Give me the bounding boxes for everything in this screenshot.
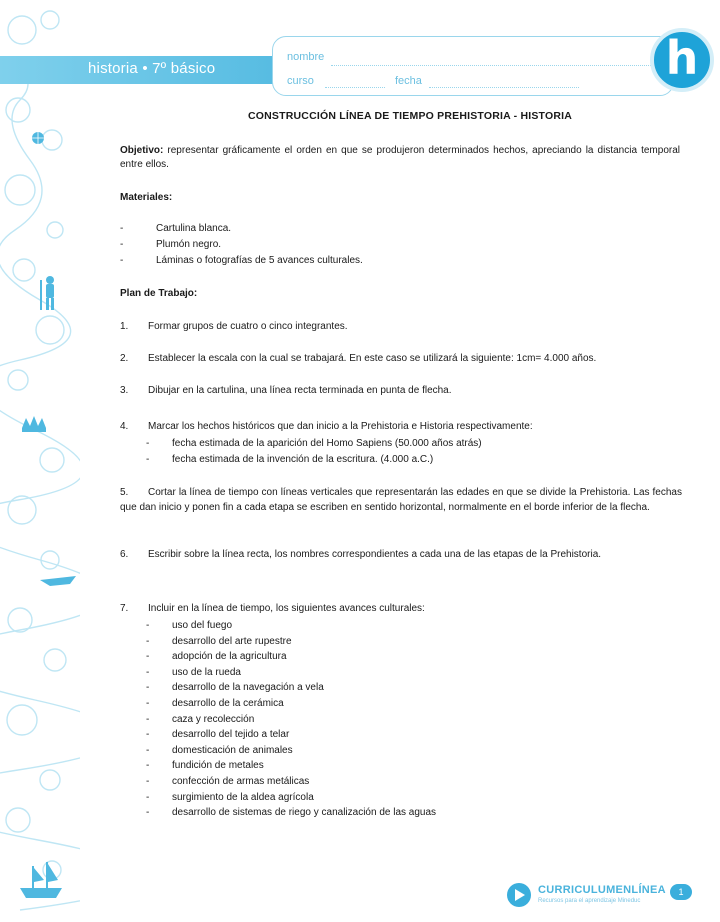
material-item: - Plumón negro. [120,239,222,250]
sublist-item: - confección de armas metálicas [146,775,310,787]
ship-icon [20,862,62,898]
fecha-label: fecha [395,75,422,87]
document-title: CONSTRUCCIÓN LÍNEA DE TIEMPO PREHISTORIA - HISTORIA [247,110,573,122]
nombre-label: nombre [287,51,325,63]
sublist-item: - fecha estimada de la invención de la escritura. (4.000 a.C.) [146,453,434,465]
objective-text: representar gráficamente el orden en que se produjeron determinados hechos, apreciando la distancia temporal entre ellos. [120,145,680,170]
curso-label: curso [287,75,314,87]
step4-sublist [146,436,482,467]
curso-field[interactable] [325,87,385,88]
plan-step: 2. Establecer la escala con la cual se trabajará. En este caso se utilizará la siguiente: 1cm= 4.000 años. [120,353,597,364]
sublist-item: - desarrollo del tejido a telar [146,729,290,741]
sublist-item: - uso del fuego [146,620,233,631]
sublist-item: - desarrollo de sistemas de riego y canalización de las aguas [146,807,437,819]
fecha-field[interactable] [429,87,579,88]
subject-label: historia • 7º básico [88,60,216,77]
footer-brand: CURRICULUMENLÍNEA [538,884,666,896]
sublist-item: - fecha estimada de la aparición del Homo Sapiens (50.000 años atrás) [146,438,482,449]
bird-icon [40,576,76,586]
objective-paragraph [120,144,680,172]
curriculum-logo-icon [506,882,532,908]
historia-logo: h [650,28,714,92]
plan-step: 3. Dibujar en la cartulina, una línea recta terminada en punta de flecha. [120,385,452,396]
material-item: - Cartulina blanca. [120,223,232,234]
plan-step: 5. Cortar la línea de tiempo con líneas verticales que representarán las edades en que se divide la Prehistoria. Las fechas que dan inicio y ponen fin a cada etapa se escriben en sentido horizontal, normalmente en el borde inferior de la flecha. [120,487,682,513]
sublist-item: - surgimiento de la aldea agrícola [146,791,314,803]
crown-icon [22,416,46,432]
material-item: - Láminas o fotografías de 5 avances culturales. [120,255,363,266]
sublist-item: - desarrollo de la cerámica [146,697,284,709]
sublist-item: - domesticación de animales [146,744,293,756]
nombre-field[interactable] [331,65,651,66]
plan-heading: Plan de Trabajo: [120,288,198,299]
caveman-icon [40,276,54,310]
plan-step: 4. Marcar los hechos históricos que dan inicio a la Prehistoria e Historia respectivamente: [120,421,533,432]
step7-sublist [146,618,436,821]
materials-heading: Materiales: [120,192,173,203]
globe-icon [32,132,44,144]
sublist-item: - uso de la rueda [146,666,241,678]
plan-step: 6. Escribir sobre la línea recta, los nombres correspondientes a cada una de las etapas de la Prehistoria. [120,549,602,560]
sublist-item: - desarrollo del arte rupestre [146,635,292,647]
sublist-item: - adopción de la agricultura [146,651,287,663]
student-info-form [272,36,674,96]
objective-label: Objetivo: [120,145,164,156]
page-number: 1 [670,884,692,900]
footer-tagline: Recursos para el aprendizaje Mineduc [538,898,641,904]
sublist-item: - desarrollo de la navegación a vela [146,682,324,694]
plan-step: 1. Formar grupos de cuatro o cinco integrantes. [120,321,348,332]
plan-step: 7. Incluir en la línea de tiempo, los siguientes avances culturales: [120,603,425,614]
sublist-item: - fundición de metales [146,760,264,772]
decorative-side-strip [0,0,80,922]
sublist-item: - caza y recolección [146,713,255,725]
